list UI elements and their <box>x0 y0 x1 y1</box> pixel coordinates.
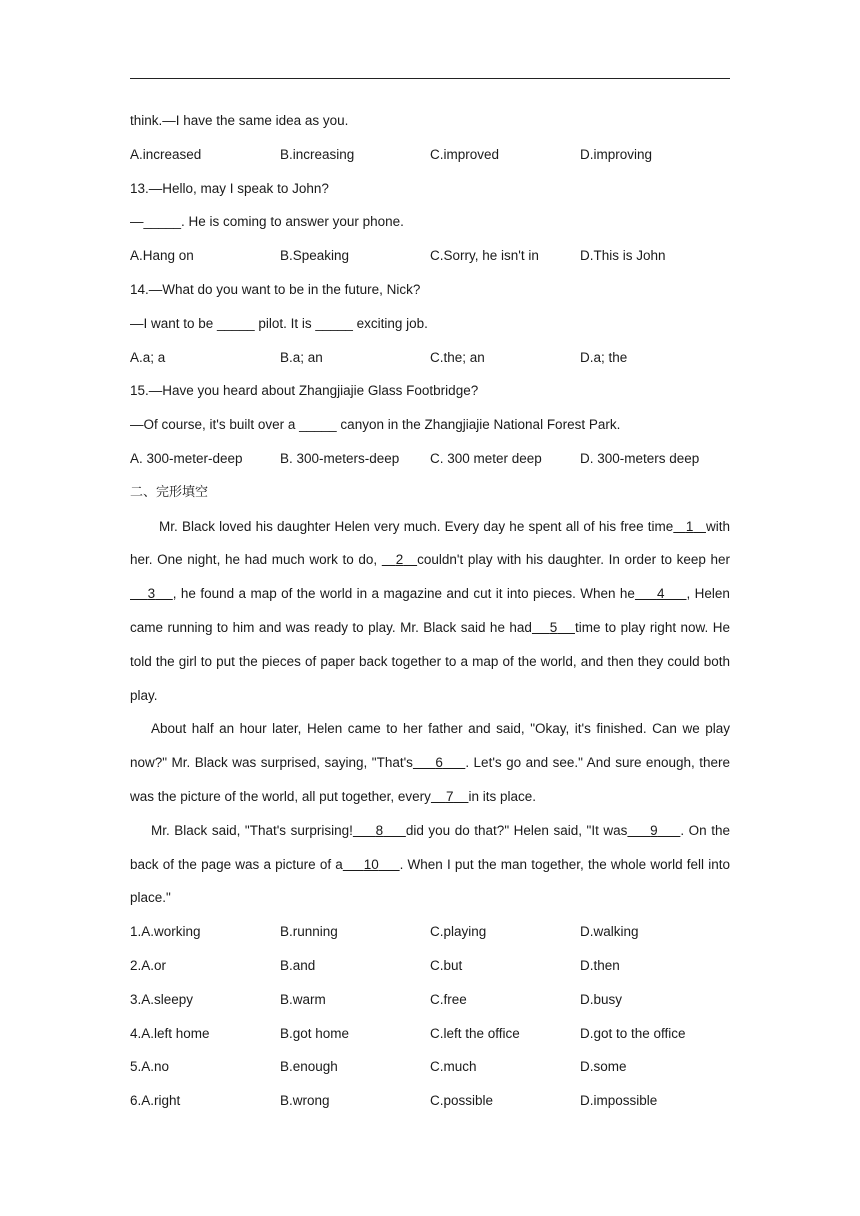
c6-option-b: B.wrong <box>280 1093 330 1109</box>
c3-option-d: D.busy <box>580 991 623 1007</box>
q14-options <box>130 341 730 375</box>
q14-answer: —I want to be _____ pilot. It is _____ exciting job. <box>130 315 428 331</box>
blank-4: 4 <box>656 586 665 602</box>
q13-option-c: C.Sorry, he isn't in <box>430 248 539 264</box>
c4-option-a: 4.A.left home <box>130 1025 210 1041</box>
q15-option-c: C. 300 meter deep <box>430 450 542 466</box>
q13-question: 13.—Hello, may I speak to John? <box>130 180 329 196</box>
q12-option-d: D.improving <box>580 146 653 162</box>
c1-option-c: C.playing <box>430 924 487 940</box>
c2-option-a: 2.A.or <box>130 957 167 973</box>
q12-tail: think.—I have the same idea as you. <box>130 113 349 128</box>
q12-options <box>130 138 730 172</box>
q15-option-a: A. 300-meter-deep <box>130 450 243 466</box>
c1-option-d: D.walking <box>580 924 639 940</box>
c5-option-d: D.some <box>580 1059 627 1075</box>
q14-option-b: B.a; an <box>280 349 323 365</box>
c6-option-c: C.possible <box>430 1093 494 1109</box>
c2-option-c: C.but <box>430 957 463 973</box>
q15-question: 15.—Have you heard about Zhangjiajie Glass Footbridge? <box>130 383 479 399</box>
q15-option-b: B. 300-meters-deep <box>280 450 400 466</box>
q15-options <box>130 442 730 476</box>
cloze-options-4 <box>130 1017 730 1051</box>
blank-2: 2 <box>395 552 404 568</box>
q13-option-b: B.Speaking <box>280 248 350 264</box>
c5-option-b: B.enough <box>280 1059 338 1075</box>
passage-paragraph-2: About half an hour later, Helen came to her father and said, "Okay, it's finished. Can we play now?" Mr. Black was surprised, saying, "That's 6 . Let's go and see." And sure enough, there was the picture of the world, all put together, every 7 in its place. <box>130 721 730 804</box>
c4-option-d: D.got to the office <box>580 1025 686 1041</box>
c5-option-a: 5.A.no <box>130 1059 170 1075</box>
header-rule <box>130 78 730 79</box>
blank-3: 3 <box>147 586 156 602</box>
q15-answer: —Of course, it's built over a _____ canyon in the Zhangjiajie National Forest Park. <box>130 417 621 433</box>
page-content <box>130 104 730 1118</box>
q14-question: 14.—What do you want to be in the future, Nick? <box>130 281 421 297</box>
passage-paragraph-1: Mr. Black loved his daughter Helen very much. Every day he spent all of his free time 1 with her. One night, he had much work to do, 2 couldn't play with his daughter. In order to keep her 3 , he found a map of the world in a magazine and cut it into pieces. When he 4 , Helen came running to him and was ready to play. Mr. Black said he had 5 time to play right now. He told the girl to put the pieces of paper back together to a map of the world, and then they could both play. <box>130 518 730 703</box>
c2-option-d: D.then <box>580 957 620 973</box>
cloze-options-3 <box>130 983 730 1017</box>
c1-option-a: 1.A.working <box>130 924 201 940</box>
q12-option-b: B.increasing <box>280 146 355 162</box>
q14-option-d: D.a; the <box>580 349 628 365</box>
c1-option-b: B.running <box>280 924 338 940</box>
blank-9: 9 <box>650 822 658 838</box>
blank-8: 8 <box>375 822 384 838</box>
q13-option-a: A.Hang on <box>130 248 194 264</box>
blank-10: 10 <box>363 856 379 872</box>
c6-option-a: 6.A.right <box>130 1093 181 1109</box>
q15-option-d: D. 300-meters deep <box>580 450 700 466</box>
c6-option-d: D.impossible <box>580 1093 658 1109</box>
c3-option-b: B.warm <box>280 991 326 1007</box>
blank-5: 5 <box>549 619 558 635</box>
cloze-options-1 <box>130 915 730 949</box>
blank-7: 7 <box>445 788 454 804</box>
section-title-cloze: 二、完形填空 <box>130 484 209 500</box>
cloze-options-6 <box>130 1084 730 1118</box>
cloze-options-2 <box>130 949 730 983</box>
q14-option-a: A.a; a <box>130 349 166 365</box>
passage-paragraph-3: Mr. Black said, "That's surprising! 8 did you do that?" Helen said, "It was 9 . On the back of the page was a picture of a 10 . When I put the man together, the whole world fell into place." <box>130 822 730 906</box>
q12-option-c: C.improved <box>430 146 500 162</box>
c4-option-c: C.left the office <box>430 1025 520 1041</box>
q13-options <box>130 239 730 273</box>
q12-option-a: A.increased <box>130 146 202 162</box>
q13-option-d: D.This is John <box>580 248 666 264</box>
c3-option-a: 3.A.sleepy <box>130 991 194 1007</box>
q14-option-c: C.the; an <box>430 349 485 365</box>
q13-answer: —_____. He is coming to answer your phone. <box>130 214 404 230</box>
c5-option-c: C.much <box>430 1059 477 1075</box>
c3-option-c: C.free <box>430 991 467 1007</box>
cloze-options-5 <box>130 1050 730 1084</box>
blank-1: 1 <box>685 518 694 534</box>
c4-option-b: B.got home <box>280 1025 350 1041</box>
blank-6: 6 <box>435 755 443 771</box>
c2-option-b: B.and <box>280 957 316 973</box>
